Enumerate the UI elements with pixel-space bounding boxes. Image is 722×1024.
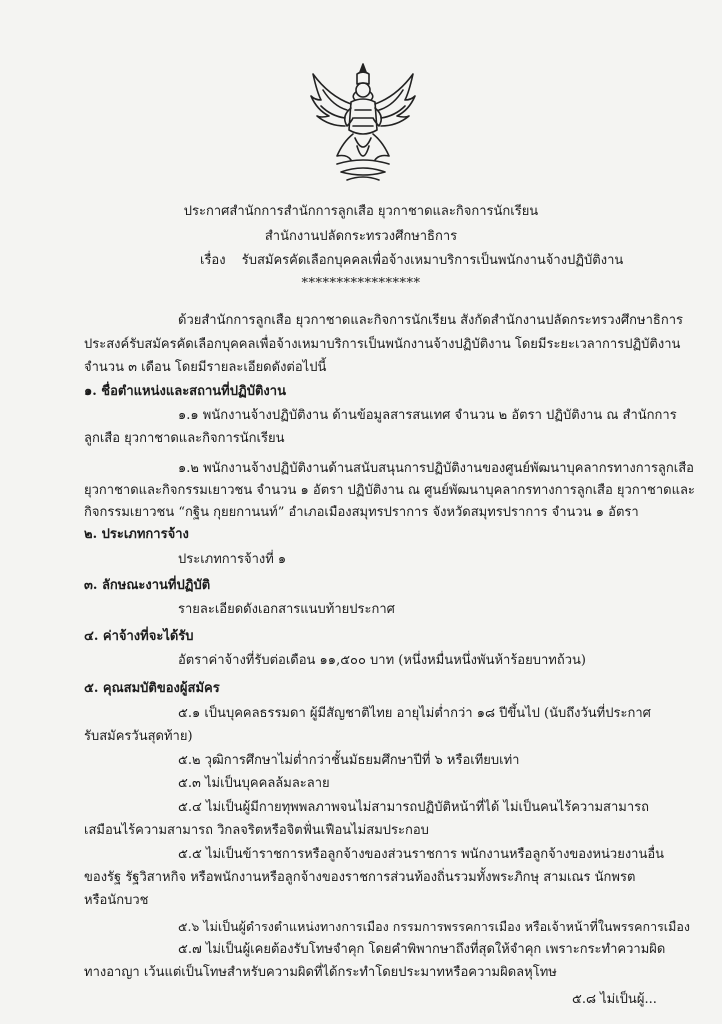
item-5-4-line-2: เสมือนไร้ความสามารถ วิกลจริตหรือจิตฟั่นเฟือนไม่สมประกอบ: [84, 823, 429, 838]
section-4-heading: ๔. ค่าจ้างที่จะได้รับ: [84, 629, 194, 644]
section-3-heading: ๓. ลักษณะงานที่ปฏิบัติ: [84, 578, 211, 593]
item-1-1-line-1: ๑.๑ พนักงานจ้างปฏิบัติงาน ด้านข้อมูลสารสนเทศ จำนวน ๒ อัตรา ปฏิบัติงาน ณ สำนักการ: [178, 408, 677, 423]
item-5-7-line-2: ทางอาญา เว้นแต่เป็นโทษสำหรับความผิดที่ได้กระทำโดยประมาทหรือความผิดลหุโทษ: [84, 965, 557, 980]
item-5-4-line-1: ๕.๔ ไม่เป็นผู้มีกายทุพพลภาพจนไม่สามารถปฏิบัติหน้าที่ได้ ไม่เป็นคนไร้ความสามารถ: [178, 800, 650, 815]
subject-label: เรื่อง: [200, 253, 226, 268]
item-5-5-line-3: หรือนักบวช: [84, 893, 149, 908]
item-5-1-line-2: รับสมัครวันสุดท้าย): [84, 729, 193, 744]
item-5-1-line-1: ๕.๑ เป็นบุคคลธรรมดา ผู้มีสัญชาติไทย อายุไม่ต่ำกว่า ๑๘ ปีขึ้นไป (นับถึงวันที่ประกาศ: [178, 706, 651, 721]
section-2-heading: ๒. ประเภทการจ้าง: [84, 527, 189, 542]
item-5-3: ๕.๓ ไม่เป็นบุคคลล้มละลาย: [178, 776, 330, 791]
item-1-2-line-1: ๑.๒ พนักงานจ้างปฏิบัติงานด้านสนับสนุนการปฏิบัติงานของศูนย์พัฒนาบุคลากรทางการลูกเสือ: [178, 461, 694, 476]
item-5-6: ๕.๖ ไม่เป็นผู้ดำรงตำแหน่งทางการเมือง กรรมการพรรคการเมือง หรือเจ้าหน้าที่ในพรรคการเมือง: [178, 919, 690, 934]
section-3-text: รายละเอียดดังเอกสารแนบท้ายประกาศ: [178, 602, 395, 617]
continuation-note: ๕.๘ ไม่เป็นผู้...: [572, 992, 657, 1007]
item-1-2-line-2: ยุวกาชาดและกิจกรรมเยาวชน จำนวน ๑ อัตรา ปฏิบัติงาน ณ ศูนย์พัฒนาบุคลากรทางการลูกเสือ ยุวกาชาดและ: [84, 483, 695, 498]
item-1-1-line-2: ลูกเสือ ยุวกาชาดและกิจการนักเรียน: [84, 431, 285, 446]
item-5-5-line-2: ของรัฐ รัฐวิสาหกิจ หรือพนักงานหรือลูกจ้างของราชการส่วนท้องถิ่นรวมทั้งพระภิกษุ สามเณร นักพรต: [84, 870, 636, 885]
section-5-heading: ๕. คุณสมบัติของผู้สมัคร: [84, 681, 220, 696]
item-5-2: ๕.๒ วุฒิการศึกษาไม่ต่ำกว่าชั้นมัธยมศึกษาปีที่ ๖ หรือเทียบเท่า: [178, 753, 520, 768]
section-2-text: ประเภทการจ้างที่ ๑: [178, 552, 287, 567]
section-1-heading: ๑. ชื่อตำแหน่งและสถานที่ปฏิบัติงาน: [84, 384, 286, 399]
item-5-5-line-1: ๕.๕ ไม่เป็นข้าราชการหรือลูกจ้างของส่วนราชการ พนักงานหรือลูกจ้างของหน่วยงานอื่น: [178, 847, 665, 862]
intro-line-3: จำนวน ๓ เดือน โดยมีรายละเอียดดังต่อไปนี้: [84, 360, 327, 375]
intro-line-1: ด้วยสำนักการลูกเสือ ยุวกาชาดและกิจการนักเรียน สังกัดสำนักงานปลัดกระทรวงศึกษาธิการ: [178, 313, 684, 328]
item-1-2-line-3: กิจกรรมเยาวชน “กฐิน กุยยกานนท์” อำเภอเมืองสมุทรปราการ จังหวัดสมุทรปราการ จำนวน ๑ อัตรา: [84, 505, 639, 520]
subject-text: รับสมัครคัดเลือกบุคคลเพื่อจ้างเหมาบริการเป็นพนักงานจ้างปฏิบัติงาน: [241, 253, 624, 268]
item-5-7-line-1: ๕.๗ ไม่เป็นผู้เคยต้องรับโทษจำคุก โดยคำพิพากษาถึงที่สุดให้จำคุก เพราะกระทำความผิด: [178, 942, 666, 957]
section-4-text: อัตราค่าจ้างที่รับต่อเดือน ๑๑,๕๐๐ บาท (หนึ่งหมื่นหนึ่งพันห้าร้อยบาทถ้วน): [178, 653, 586, 668]
intro-line-2: ประสงค์รับสมัครคัดเลือกบุคคลเพื่อจ้างเหมาบริการเป็นพนักงานจ้างปฏิบัติงาน โดยมีระยะเวลาการปฏิบัติงาน: [84, 337, 681, 352]
garuda-emblem-icon: [307, 60, 419, 188]
announcement-agency: สำนักงานปลัดกระทรวงศึกษาธิการ: [264, 229, 458, 244]
announcement-subject: [200, 249, 623, 270]
announcement-title: ประกาศสำนักการสำนักการลูกเสือ ยุวกาชาดและกิจการนักเรียน: [183, 204, 539, 219]
stars-divider: *****************: [301, 276, 421, 291]
